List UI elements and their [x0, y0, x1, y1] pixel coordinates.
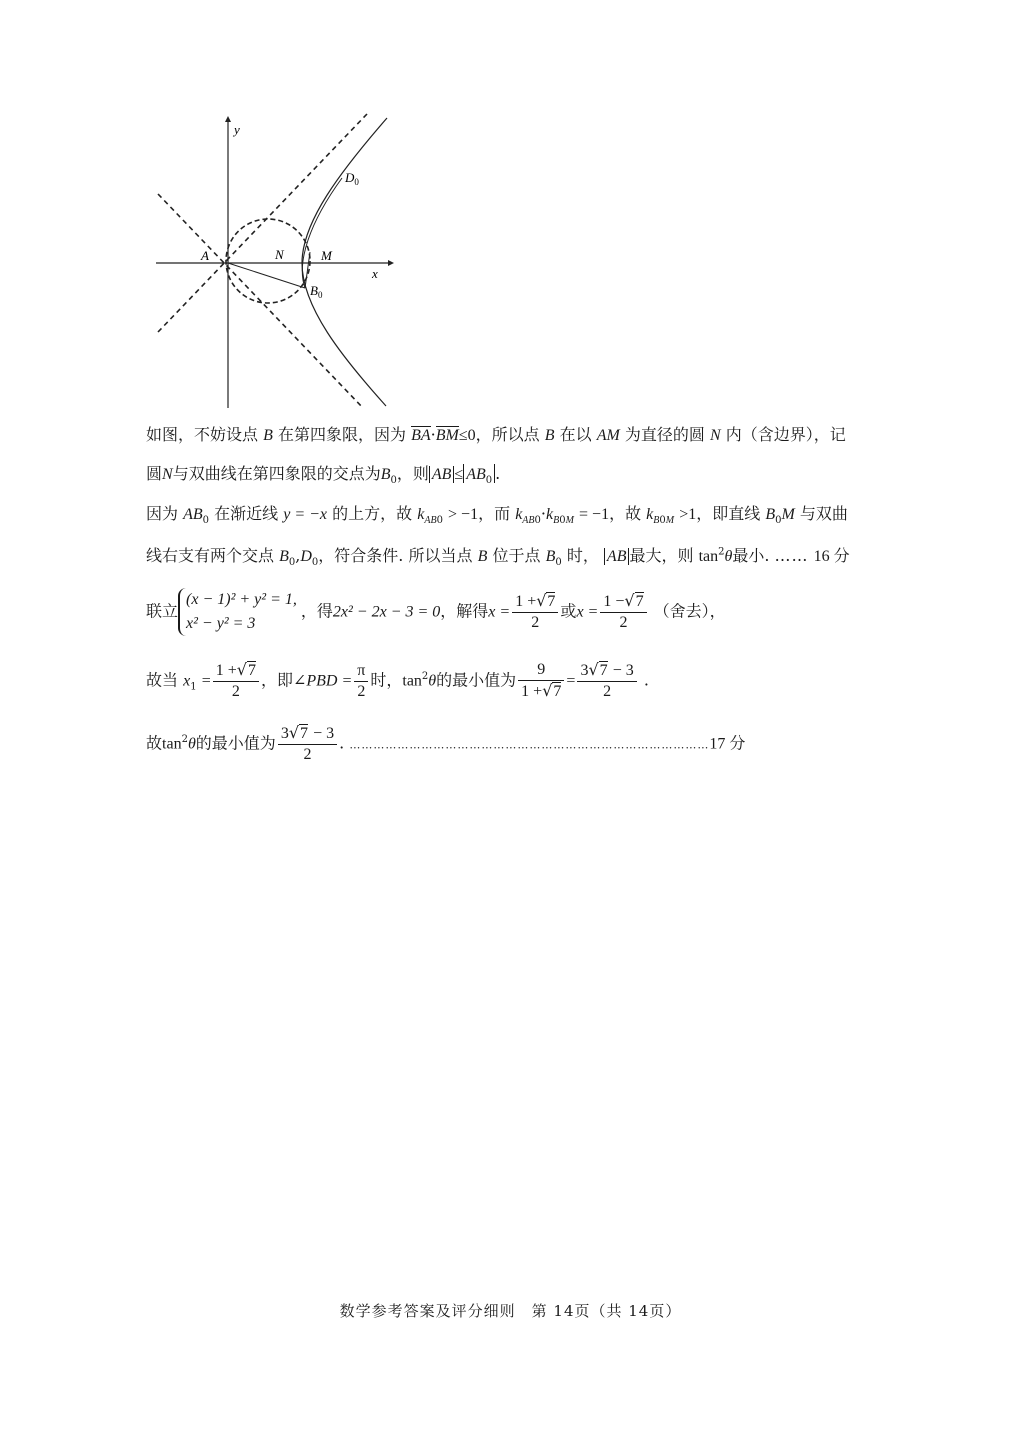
solution-line-1: 如图，不妨设点 B 在第四象限，因为 BA·BM≤0，所以点 B 在以 AM 为直径的圆 N 内（含边界），记: [146, 425, 846, 444]
y-axis-arrow: [225, 116, 231, 122]
label-m: M: [321, 248, 332, 263]
solution-line-2: 圆N与双曲线在第四象限的交点为$B_0$，则 AB ≤ $AB_0$ .: [146, 464, 501, 487]
circle-n: [226, 219, 310, 303]
asymptote-positive: [158, 114, 367, 332]
vector-bm: BM: [435, 427, 459, 444]
hyperbola-branch: [302, 118, 387, 406]
abs-ab: AB: [429, 466, 455, 483]
score-17: 17 分: [709, 735, 746, 753]
abs-ab0: $AB_0$: [463, 464, 495, 483]
solution-line-3: 因为 $AB_0$ 在渐近线 y = −x 的上方，故 $k_{AB0} > -1$，而 $k_{AB0}\cdot k_{B0M} = -1$，故 $k_{B0M} >1$，即直线 $B_0M$ 与双曲: [146, 504, 848, 527]
label-d0: $D_0$: [345, 170, 359, 187]
solution-line-4: 线右支有两个交点 $B_0,D_0$，符合条件. 所以当点 B 位于点 $B_0$ 时， AB 最大，则 $\tan^2\theta$最小. …… 16 分: [146, 546, 850, 569]
root-1: $\frac{1 +√7}{2}$: [512, 591, 558, 633]
label-x: x: [372, 266, 378, 281]
segment-a-b0: [228, 263, 305, 288]
score-16: 16 分: [813, 548, 850, 565]
label-b0: $B_0$: [310, 283, 323, 300]
label-a: A: [201, 248, 209, 263]
x-axis-arrow: [388, 260, 394, 266]
page-footer: 数学参考答案及评分细则 第 14页（共 14页）: [339, 1302, 682, 1320]
label-n: N: [275, 247, 284, 262]
hyperbola-figure: [150, 112, 400, 412]
solution-line-6: 故当 $x_1$ = $\frac{1 +√7}{2}$ ，即∠PBD = $\frac{\pi}{2}$ 时，$\tan^2\theta$的最小值为 $\frac{9}{1 +√7}$ = $\frac{3√7 - 3}{2}$ .: [146, 660, 649, 700]
vector-ba: BA: [411, 427, 431, 444]
label-y: y: [234, 122, 240, 137]
root-2: $\frac{1 -√7}{2}$: [600, 591, 646, 633]
solution-line-5: 联立 (x − 1)² + y² = 1, x² − y² = 3 ，得2x² − 2x − 3 = 0，解得x = $\frac{1 +√7}{2}$ 或x = $\frac{1 -√7}{2}$ （舍去），: [146, 588, 726, 636]
equation-system: (x − 1)² + y² = 1, x² − y² = 3: [178, 588, 297, 636]
solution-line-7: 故$\tan^2\theta$的最小值为 $\frac{3√7 - 3}{2}$ . ………………………………………………………………………………17 分: [146, 723, 746, 763]
